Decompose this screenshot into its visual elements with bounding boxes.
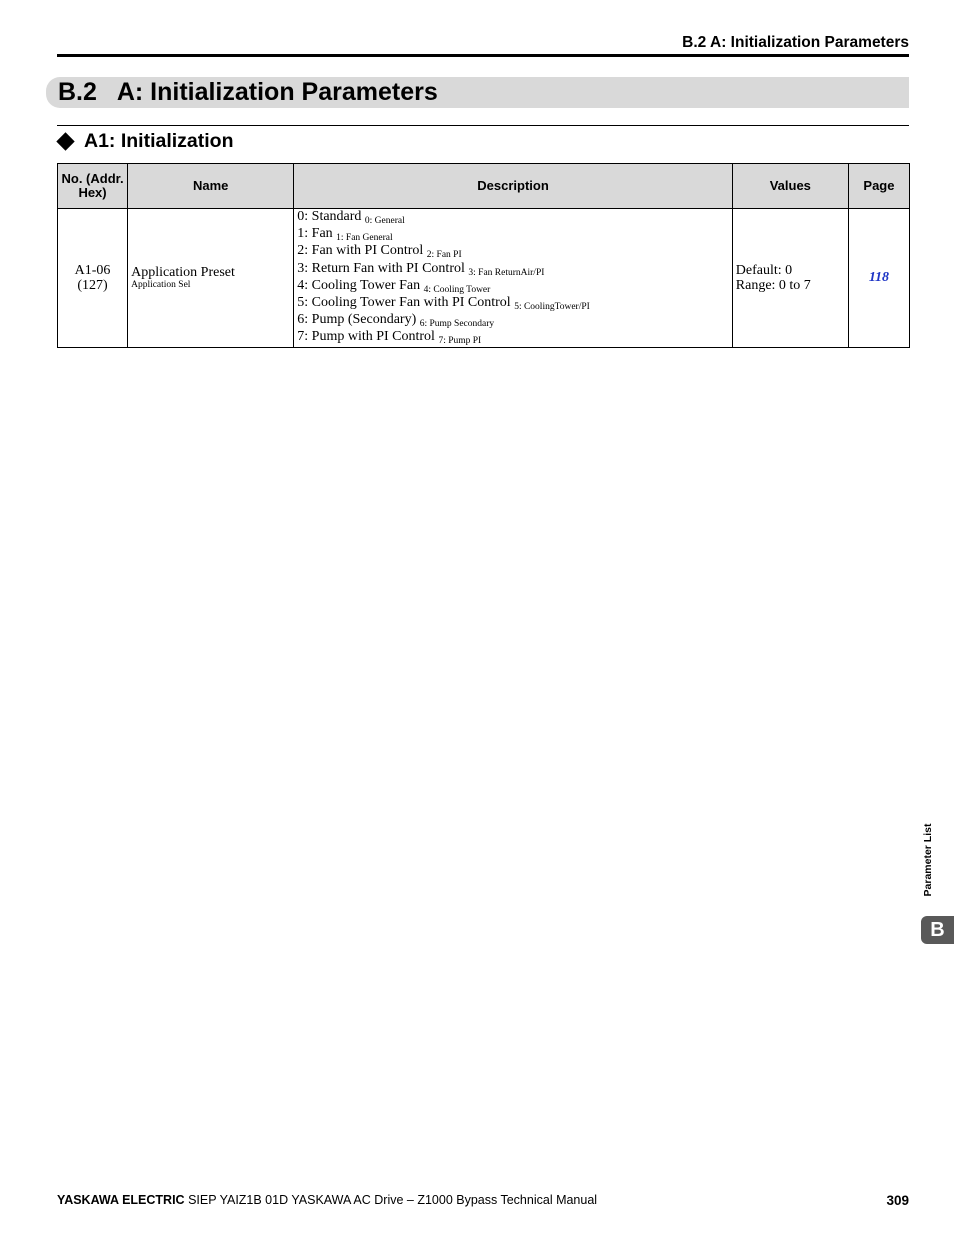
header-description: Description	[294, 164, 733, 209]
diamond-bullet-icon	[56, 132, 74, 150]
table-header-row	[58, 164, 910, 209]
setting-option-short: 0: General	[364, 216, 405, 226]
param-description-cell	[294, 209, 733, 348]
side-tab-label: Parameter List	[922, 823, 934, 897]
page-number: 309	[886, 1193, 909, 1208]
param-name-short: Application Sel	[131, 280, 191, 291]
setting-option-short: 6: Pump Secondary	[419, 319, 495, 330]
setting-option-short: 2: Fan PI	[426, 250, 462, 261]
setting-option-short: 4: Cooling Tower	[423, 284, 491, 295]
section-title-text: A: Initialization Parameters	[116, 78, 438, 106]
setting-option: 3: Return Fan with PI Control $_{3: Fan ReturnAir/PI}$	[297, 260, 545, 278]
param-name: Application Preset	[131, 265, 235, 281]
running-header: B.2 A: Initialization Parameters	[682, 34, 909, 51]
param-values-cell	[732, 209, 848, 348]
setting-option-short: 7: Pump PI	[438, 336, 482, 347]
table-row	[58, 209, 910, 348]
param-range: Range: 0 to 7	[735, 277, 811, 293]
header-no: No. (Addr. Hex)	[58, 164, 128, 209]
param-number: A1-06	[74, 262, 111, 278]
param-address: (127)	[77, 277, 108, 293]
section-rule	[57, 125, 909, 126]
param-default: Default: 0	[735, 262, 793, 278]
param-number-cell	[58, 209, 128, 348]
page-reference-link[interactable]: 118	[868, 269, 890, 285]
subsection-heading	[56, 130, 234, 153]
setting-option: 2: Fan with PI Control $_{2: Fan PI}$	[297, 243, 462, 261]
setting-option: 5: Cooling Tower Fan with PI Control $_{5: CoolingTower/PI}$	[297, 295, 590, 313]
setting-option-short: 1: Fan General	[336, 233, 393, 244]
setting-option: 7: Pump with PI Control $_{7: Pump PI}$	[297, 329, 482, 347]
setting-option: 0: Standard $_{0: General}$	[297, 209, 405, 226]
setting-option: 6: Pump (Secondary) $_{6: Pump Secondary}$	[297, 312, 495, 330]
section-number: B.2	[58, 78, 97, 106]
setting-option: 1: Fan $_{1: Fan General}$	[297, 226, 393, 244]
header-values: Values	[732, 164, 848, 209]
setting-option-short: 5: CoolingTower/PI	[514, 302, 590, 313]
footer-manual-title: SIEP YAIZ1B 01D YASKAWA AC Drive – Z1000 Bypass Technical Manual	[188, 1193, 598, 1207]
setting-option: 4: Cooling Tower Fan $_{4: Cooling Tower}$	[297, 277, 491, 295]
param-page-cell	[848, 209, 909, 348]
header-name: Name	[128, 164, 294, 209]
param-name-cell	[128, 209, 294, 348]
header-page: Page	[848, 164, 909, 209]
parameter-table	[57, 163, 910, 348]
subsection-title: A1: Initialization	[84, 130, 234, 152]
side-tab-letter: B	[921, 916, 954, 944]
footer-brand: YASKAWA ELECTRIC	[57, 1193, 185, 1207]
footer	[57, 1193, 909, 1207]
section-title	[58, 77, 438, 108]
setting-option-short: 3: Fan ReturnAir/PI	[468, 267, 545, 278]
header-rule	[57, 54, 909, 57]
